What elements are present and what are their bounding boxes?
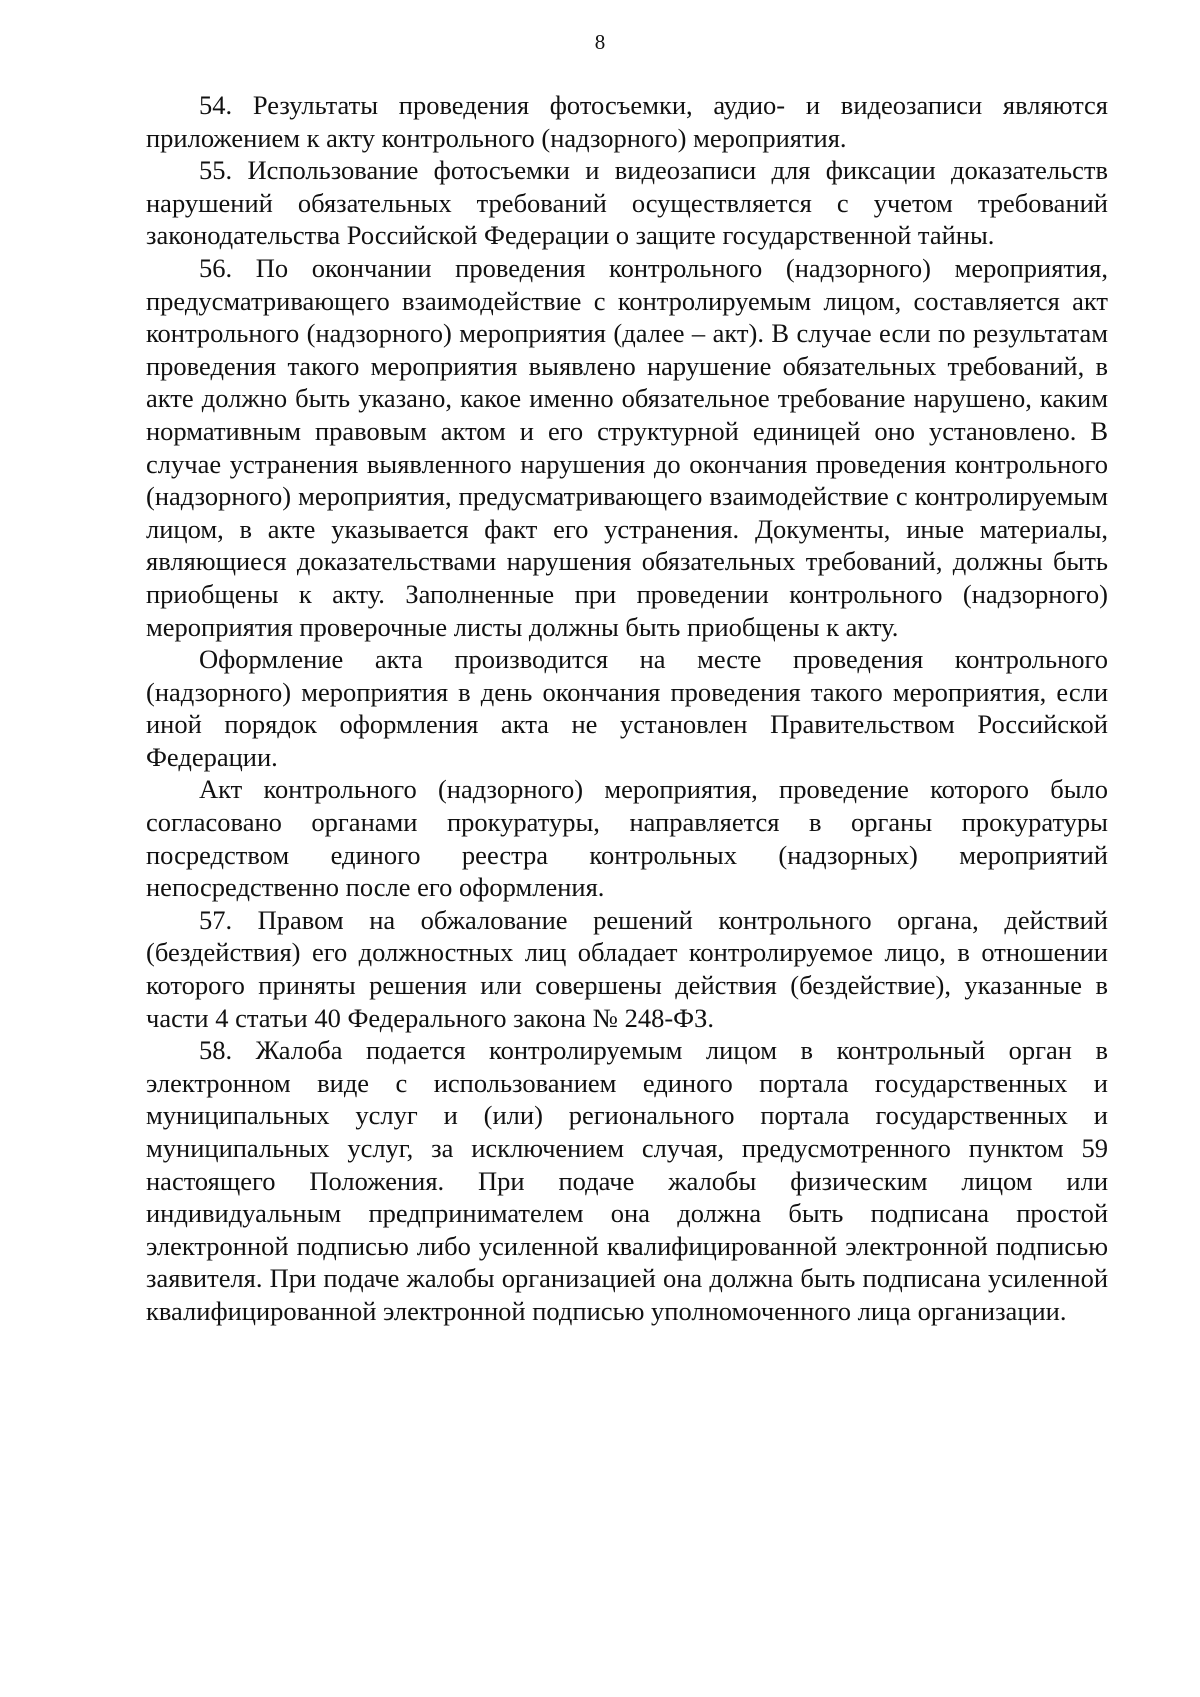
paragraph-act-prosecution: Акт контрольного (надзорного) мероприятия, проведение которого было согласовано органами прокуратуры, направляется в органы прокуратуры посредством единого реестра контрольных (надзорных) мероприятий непосредственно после его оформления.: [146, 774, 1108, 903]
document-body: [146, 89, 1108, 1328]
paragraph-54: 54. Результаты проведения фотосъемки, аудио- и видеозаписи являются приложением к акту контрольного (надзорного) мероприятия.: [146, 90, 1108, 153]
paragraph-58: 58. Жалоба подается контролируемым лицом в контрольный орган в электронном виде с использованием единого портала государственных и муниципальных услуг и (или) регионального портала государственных и муниципальных услуг, за исключением случая, предусмотренного пунктом 59 настоящего Положения. При подаче жалобы физическим лицом или индивидуальным предпринимателем она должна быть подписана простой электронной подписью либо усиленной квалифицированной электронной подписью заявителя. При подаче жалобы организацией она должна быть подписана усиленной квалифицированной электронной подписью уполномоченного лица организации.: [146, 1035, 1108, 1326]
paragraph-56: 56. По окончании проведения контрольного (надзорного) мероприятия, предусматривающего взаимодействие с контролируемым лицом, составляется акт контрольного (надзорного) мероприятия (далее – акт). В случае если по результатам проведения такого мероприятия выявлено нарушение обязательных требований, в акте должно быть указано, какое именно обязательное требование нарушено, каким нормативным правовым актом и его структурной единицей оно установлено. В случае устранения выявленного нарушения до окончания проведения контрольного (надзорного) мероприятия, предусматривающего взаимодействие с контролируемым лицом, в акте указывается факт его устранения. Документы, иные материалы, являющиеся доказательствами нарушения обязательных требований, должны быть приобщены к акту. Заполненные при проведении контрольного (надзорного) мероприятия проверочные листы должны быть приобщены к акту.: [146, 252, 1108, 642]
paragraph-57: 57. Правом на обжалование решений контрольного органа, действий (бездействия) его должностных лиц обладает контролируемое лицо, в отношении которого приняты решения или совершены действия (бездействие), указанные в части 4 статьи 40 Федерального закона № 248-ФЗ.: [146, 904, 1108, 1033]
page-number: 8: [594, 30, 606, 54]
paragraph-55: 55. Использование фотосъемки и видеозаписи для фиксации доказательств нарушений обязательных требований осуществляется с учетом требований законодательства Российской Федерации о защите государственной тайны.: [146, 155, 1108, 251]
paragraph-act-execution: Оформление акта производится на месте проведения контрольного (надзорного) мероприятия в день окончания проведения такого мероприятия, если иной порядок оформления акта не установлен Правительством Российской Федерации.: [146, 644, 1108, 772]
